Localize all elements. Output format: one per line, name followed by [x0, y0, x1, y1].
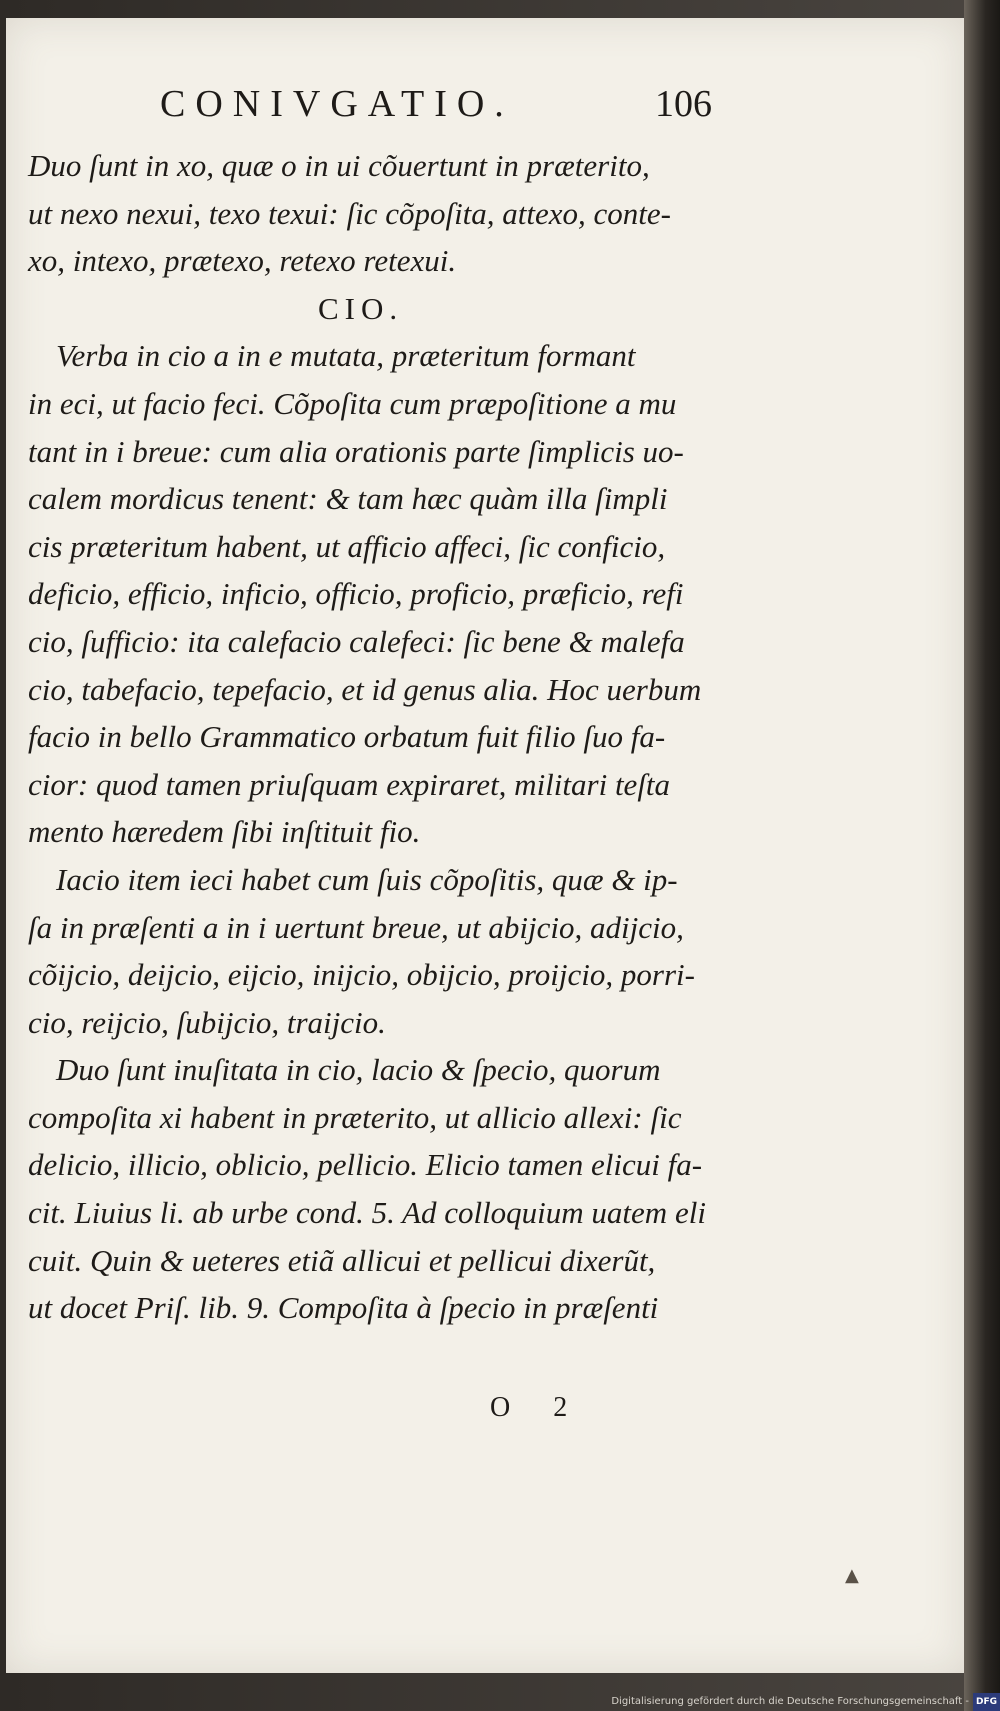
ink-speck-icon: ▲ — [845, 1565, 859, 1586]
text-line: Duo ſunt in xo, quæ o in ui cõuertunt in præterito, — [28, 148, 650, 183]
footer-text: Digitalisierung gefördert durch die Deutsche Forschungsgemeinschaft - — [611, 1696, 969, 1707]
text-line: delicio, illicio, oblicio, pellicio. Elicio tamen elicui fa- — [28, 1147, 703, 1183]
text-line: in eci, ut facio feci. Cõpoſita cum præpoſitione a mu — [28, 385, 677, 421]
running-title: CONIVGATIO. — [160, 83, 514, 125]
text-line: cit. Liuius li. ab urbe cond. 5. Ad colloquium uatem eli — [28, 1195, 706, 1231]
text-line: Iacio item ieci habet cum ſuis cõpoſitis, quæ & ip- — [56, 861, 678, 897]
text-line: calem mordicus tenent: & tam hæc quàm illa ſimpli — [28, 481, 668, 517]
section-heading: CIO. — [318, 290, 404, 326]
text-line: facio in bello Grammatico orbatum fuit filio ſuo fa- — [28, 719, 666, 755]
text-line: cuit. Quin & ueteres etiã allicui et pellicui dixerũt, — [28, 1242, 656, 1278]
text-line: cior: quod tamen priuſquam expiraret, militari teſta — [28, 766, 671, 802]
digitization-footer — [560, 1693, 1000, 1711]
text-line: Verba in cio a in e mutata, præteritum formant — [56, 338, 636, 374]
text-line: mento hæredem ſibi inſtituit fio. — [28, 814, 421, 850]
text-line: ut nexo nexui, texo texui: ſic cõpoſita, attexo, conte- — [28, 195, 671, 231]
text-line: cio, tabefacio, tepefacio, et id genus alia. Hoc uerbum — [28, 671, 702, 707]
text-line: compoſita xi habent in præterito, ut allicio allexi: ſic — [28, 1099, 682, 1135]
text-line: tant in i breue: cum alia orationis parte ſimplicis uo- — [28, 433, 684, 469]
text-line: cõijcio, deijcio, eijcio, inijcio, obijcio, proijcio, porri- — [28, 957, 695, 993]
text-line: xo, intexo, prætexo, retexo retexui. — [28, 243, 457, 279]
page-number: 106 — [655, 83, 712, 125]
body-text — [28, 142, 748, 1332]
signature-mark: O 2 — [490, 1392, 586, 1423]
book-spine — [964, 0, 1000, 1711]
text-line: cis præteritum habent, ut afficio affeci, ſic conficio, — [28, 528, 666, 564]
text-line: deficio, efficio, inficio, officio, proficio, præficio, refi — [28, 576, 684, 612]
text-line: ut docet Priſ. lib. 9. Compoſita à ſpecio in præſenti — [28, 1290, 659, 1326]
dfg-logo: DFG — [973, 1693, 1000, 1711]
text-line: cio, reijcio, ſubijcio, traijcio. — [28, 1004, 386, 1040]
text-line: ſa in præſenti a in i uertunt breue, ut abijcio, adijcio, — [28, 909, 684, 945]
text-line: cio, ſufficio: ita calefacio calefeci: ſic bene & malefa — [28, 623, 685, 659]
text-line: Duo ſunt inuſitata in cio, lacio & ſpecio, quorum — [56, 1052, 661, 1088]
